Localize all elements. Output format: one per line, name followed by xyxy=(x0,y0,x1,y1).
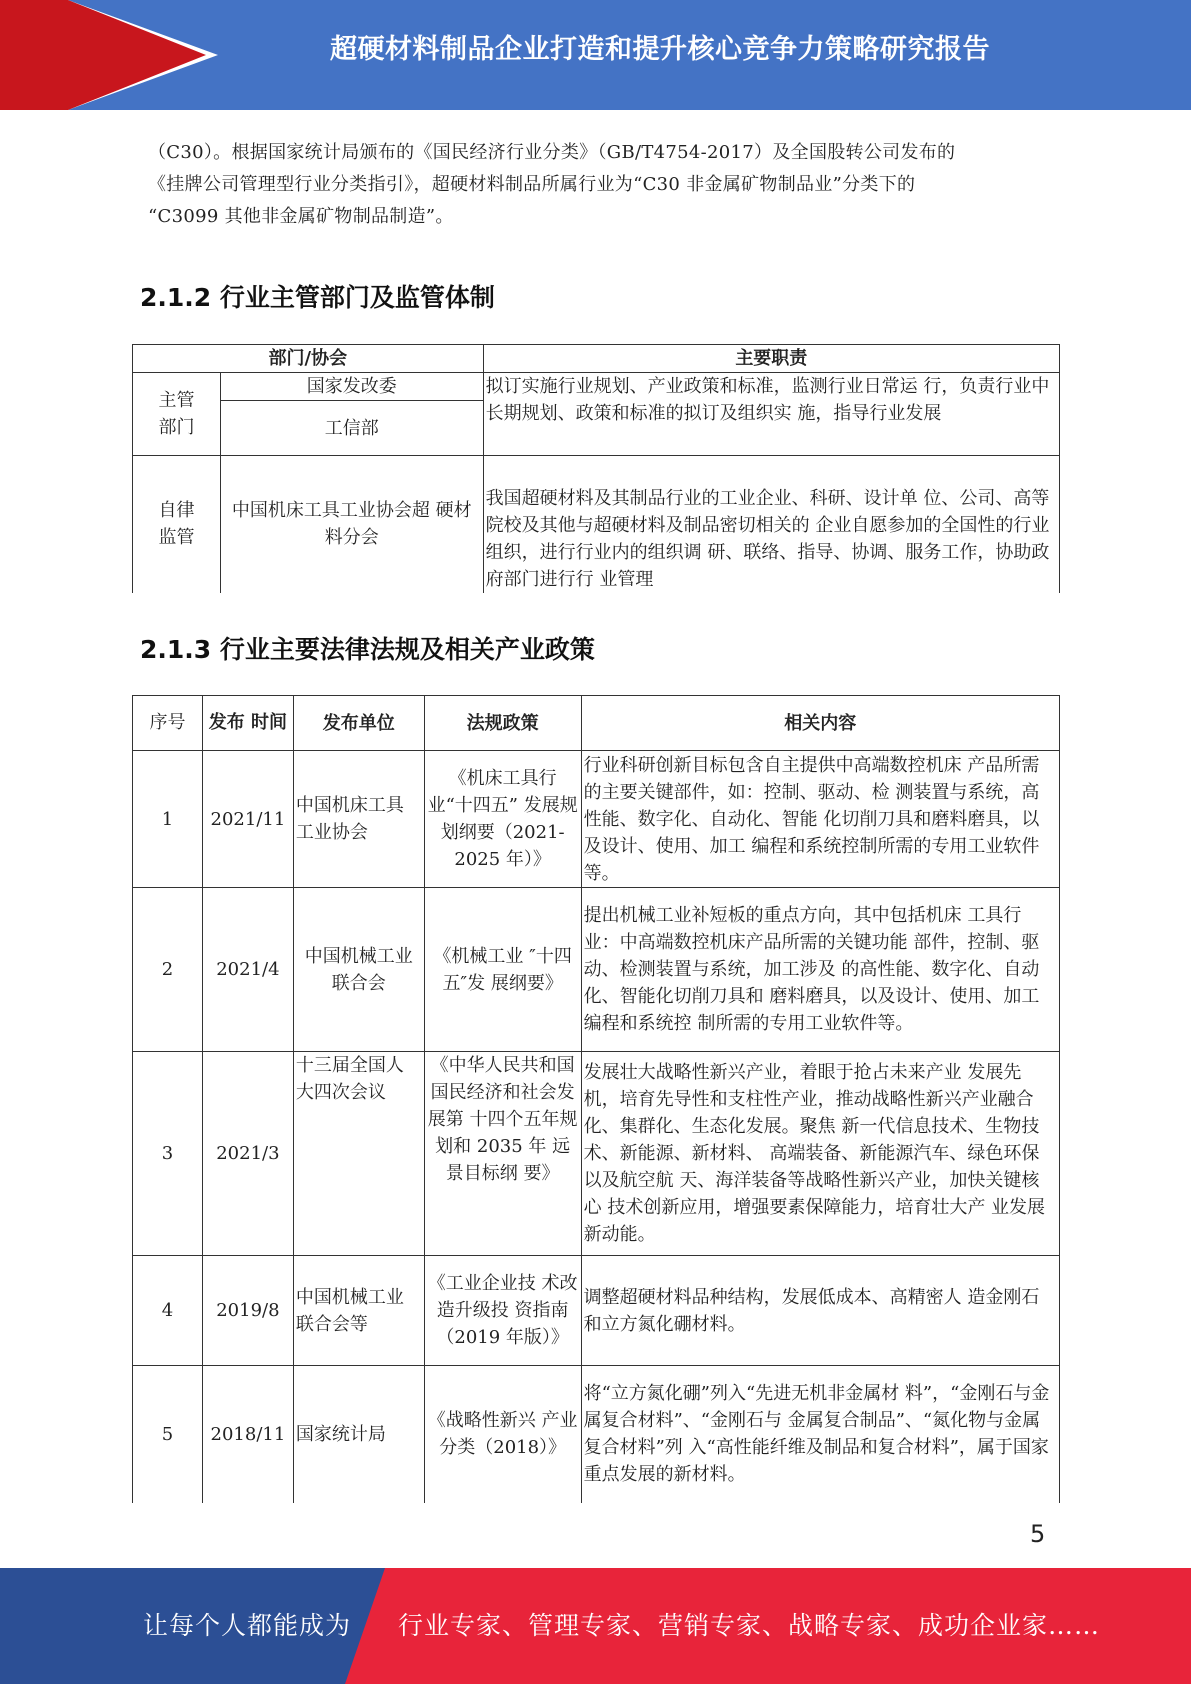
row-org: 国家统计局 xyxy=(293,1366,424,1503)
row-date: 2021/3 xyxy=(202,1052,293,1256)
col-header-date: 发布 时间 xyxy=(202,696,293,751)
row-no: 3 xyxy=(133,1052,203,1256)
row-policy: 《中华人民共和国国民经济和社会发展第 十四个五年规 划和 2035 年 远景目标纲 要》 xyxy=(424,1052,581,1256)
header-banner xyxy=(0,0,1191,110)
report-title: 超硬材料制品企业打造和提升核心竞争力策略研究报告 xyxy=(330,34,990,65)
row-no: 4 xyxy=(133,1256,203,1366)
table-row xyxy=(133,1256,1060,1366)
intro-line: “C3099 其他非金属矿物制品制造”。 xyxy=(148,206,454,227)
row-content: 提出机械工业补短板的重点方向，其中包括机床 工具行业：中高端数控机床产品所需的关键功能 部件，控制、驱动、检测装置与系统，加工涉及 的高性能、数字化、自动化、智能化切削刀具和 磨料磨具，以及设计、使用、加工编程和系统控 制所需的专用工业软件等。 xyxy=(581,888,1059,1052)
table-header: 部门/协会 xyxy=(133,345,484,373)
row-no: 5 xyxy=(133,1366,203,1503)
group-label: 主管 部门 xyxy=(133,373,221,456)
page-number: 5 xyxy=(1030,1520,1046,1548)
footer-banner xyxy=(0,1568,1191,1684)
row-content: 发展壮大战略性新兴产业，着眼于抢占未来产业 发展先机，培育先导性和支柱性产业，推动战略性新兴产业融合化、集群化、生态化发展。聚焦 新一代信息技术、生物技术、新能源、新材料、 高端装备、新能源汽车、绿色环保以及航空航 天、海洋装备等战略性新兴产业，加快关键核心 技术创新应用，增强要素保障能力，培育壮大产 业发展新动能。 xyxy=(581,1052,1059,1256)
row-policy: 《机械工业 ″十四五″发 展纲要》 xyxy=(424,888,581,1052)
row-no: 2 xyxy=(133,888,203,1052)
intro-line: 《挂牌公司管理型行业分类指引》，超硬材料制品所属行业为“C30 非金属矿物制品业”分类下的 xyxy=(148,174,916,195)
table-row xyxy=(133,1052,1060,1256)
row-policy: 《机床工具行 业“十四五” 发展规划纲要（2021-2025 年）》 xyxy=(424,751,581,888)
col-header-content: 相关内容 xyxy=(581,696,1059,751)
row-date: 2021/4 xyxy=(202,888,293,1052)
header-red-accent xyxy=(0,0,68,110)
department-name: 工信部 xyxy=(220,401,483,456)
row-policy: 《工业企业技 术改造升级投 资指南（2019 年版）》 xyxy=(424,1256,581,1366)
row-date: 2018/11 xyxy=(202,1366,293,1503)
row-content: 行业科研创新目标包含自主提供中高端数控机床 产品所需的主要关键部件，如：控制、驱动、检 测装置与系统，高性能、数字化、自动化、智能 化切削刀具和磨料磨具，以及设计、使用、加工 编程和系统控制所需的专用工业软件等。 xyxy=(581,751,1059,888)
section-heading-2-1-3: 2.1.3 行业主要法律法规及相关产业政策 xyxy=(140,635,595,664)
row-date: 2019/8 xyxy=(202,1256,293,1366)
table-header: 主要职责 xyxy=(483,345,1059,373)
row-no: 1 xyxy=(133,751,203,888)
row-content: 将“立方氮化硼”列入“先进无机非金属材 料”，“金刚石与金属复合材料”、“金刚石与 金属复合制品”、“氮化物与金属复合材料”列 入“高性能纤维及制品和复合材料”，属于国家 重点发展的新材料。 xyxy=(581,1366,1059,1503)
row-org: 中国机床工具工业协会 xyxy=(293,751,424,888)
duty-text: 拟订实施行业规划、产业政策和标准，监测行业日常运 行，负责行业中长期规划、政策和标准的拟订及组织实 施，指导行业发展 xyxy=(483,373,1059,456)
footer-slogan-left: 让每个人都能成为 xyxy=(143,1611,352,1640)
table-row xyxy=(133,751,1060,888)
group-label: 自律 监管 xyxy=(133,456,221,593)
footer-slogan-right: 行业专家、管理专家、营销专家、战略专家、成功企业家…… xyxy=(398,1611,1101,1640)
department-name: 国家发改委 xyxy=(220,373,483,401)
col-header-no: 序号 xyxy=(133,696,203,751)
row-org: 中国机械工业联合会等 xyxy=(293,1256,424,1366)
row-policy: 《战略性新兴 产业分类（2018）》 xyxy=(424,1366,581,1503)
duty-text: 我国超硬材料及其制品行业的工业企业、科研、设计单 位、公司、高等院校及其他与超硬材料及制品密切相关的 企业自愿参加的全国性的行业组织，进行行业内的组织调 研、联络、指导、协调、服务工作，协助政府部门进行行 业管理 xyxy=(483,456,1059,593)
association-name: 中国机床工具工业协会超 硬材料分会 xyxy=(220,456,483,593)
table-row xyxy=(133,1366,1060,1503)
row-org: 十三届全国人大四次会议 xyxy=(293,1052,424,1256)
col-header-policy: 法规政策 xyxy=(424,696,581,751)
row-org: 中国机械工业联合会 xyxy=(293,888,424,1052)
section-heading-2-1-2: 2.1.2 行业主管部门及监管体制 xyxy=(140,283,495,312)
intro-line: （C30）。根据国家统计局颁布的《国民经济行业分类》（GB/T4754-2017）及全国股转公司发布的 xyxy=(148,142,956,163)
intro-paragraph xyxy=(148,137,1048,233)
regulator-table xyxy=(132,344,1060,593)
table-row xyxy=(133,888,1060,1052)
row-content: 调整超硬材料品种结构，发展低成本、高精密人 造金刚石和立方氮化硼材料。 xyxy=(581,1256,1059,1366)
row-date: 2021/11 xyxy=(202,751,293,888)
col-header-org: 发布单位 xyxy=(293,696,424,751)
policy-table xyxy=(132,695,1060,1503)
